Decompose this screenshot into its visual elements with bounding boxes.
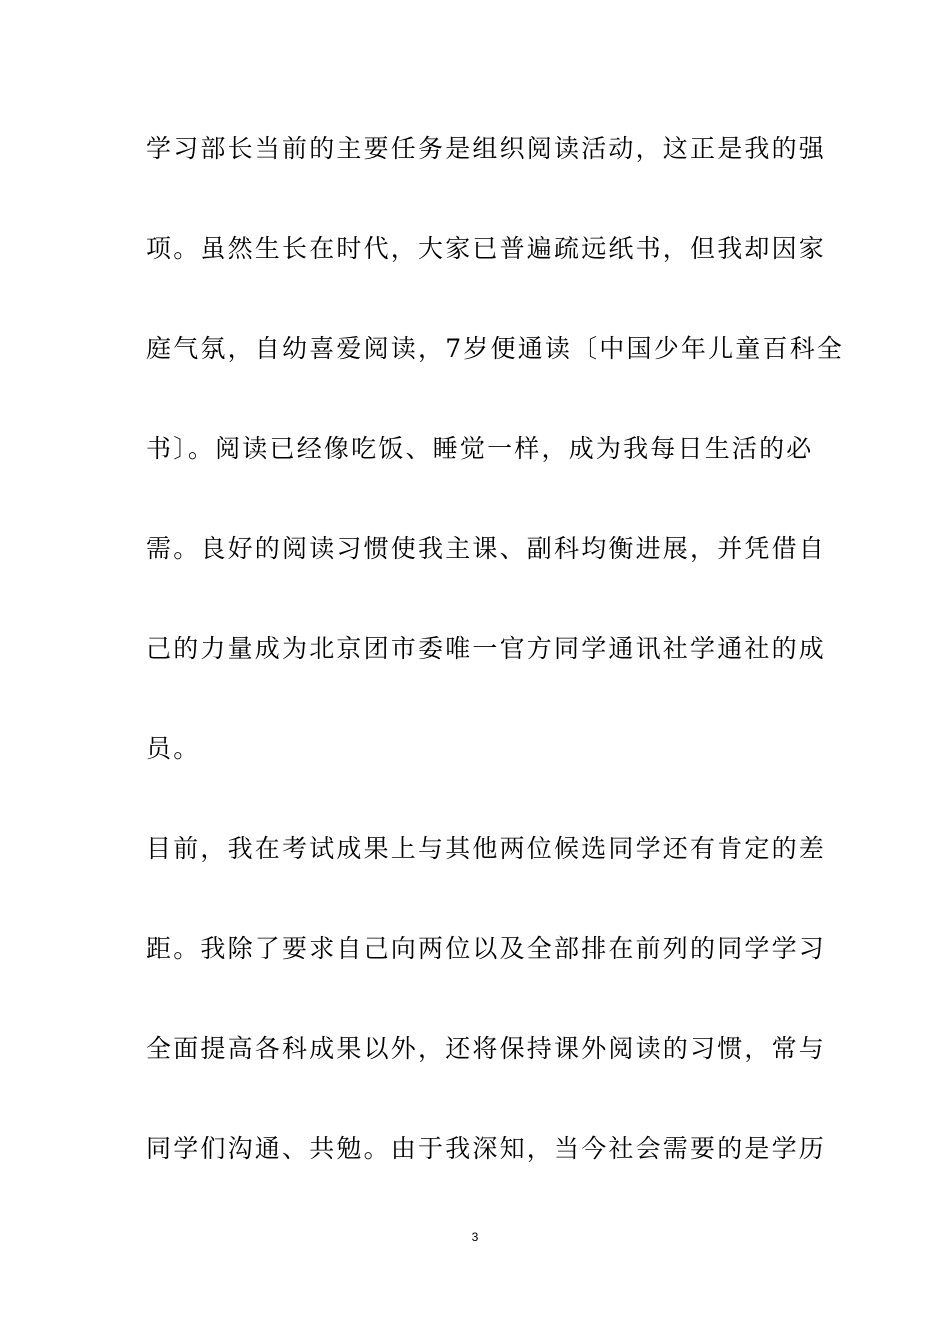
text-line: 项。虽然生长在时代，大家已普遍疏远纸书，但我却因家: [146, 234, 827, 263]
text-line: 目前，我在考试成果上与其他两位候选同学还有肯定的差: [146, 834, 827, 863]
text-line: 庭气氛，自幼喜爱阅读，7岁便通读〔中国少年儿童百科全: [146, 334, 845, 363]
text-line: 距。我除了要求自己向两位以及全部排在前列的同学学习: [146, 934, 827, 963]
text-line: 书〕。阅读已经像吃饭、睡觉一样，成为我每日生活的必: [146, 434, 814, 463]
text-line: 同学们沟通、共勉。由于我深知，当今社会需要的是学历: [146, 1134, 827, 1163]
text-line: 员。: [146, 734, 201, 763]
text-line: 全面提高各科成果以外，还将保持课外阅读的习惯，常与: [146, 1034, 827, 1063]
page-number: 3: [471, 1230, 479, 1244]
text-line: 学习部长当前的主要任务是组织阅读活动，这正是我的强: [146, 134, 827, 163]
text-line: 需。良好的阅读习惯使我主课、副科均衡进展，并凭借自: [146, 534, 827, 563]
text-line: 己的力量成为北京团市委唯一官方同学通讯社学通社的成: [146, 634, 827, 663]
